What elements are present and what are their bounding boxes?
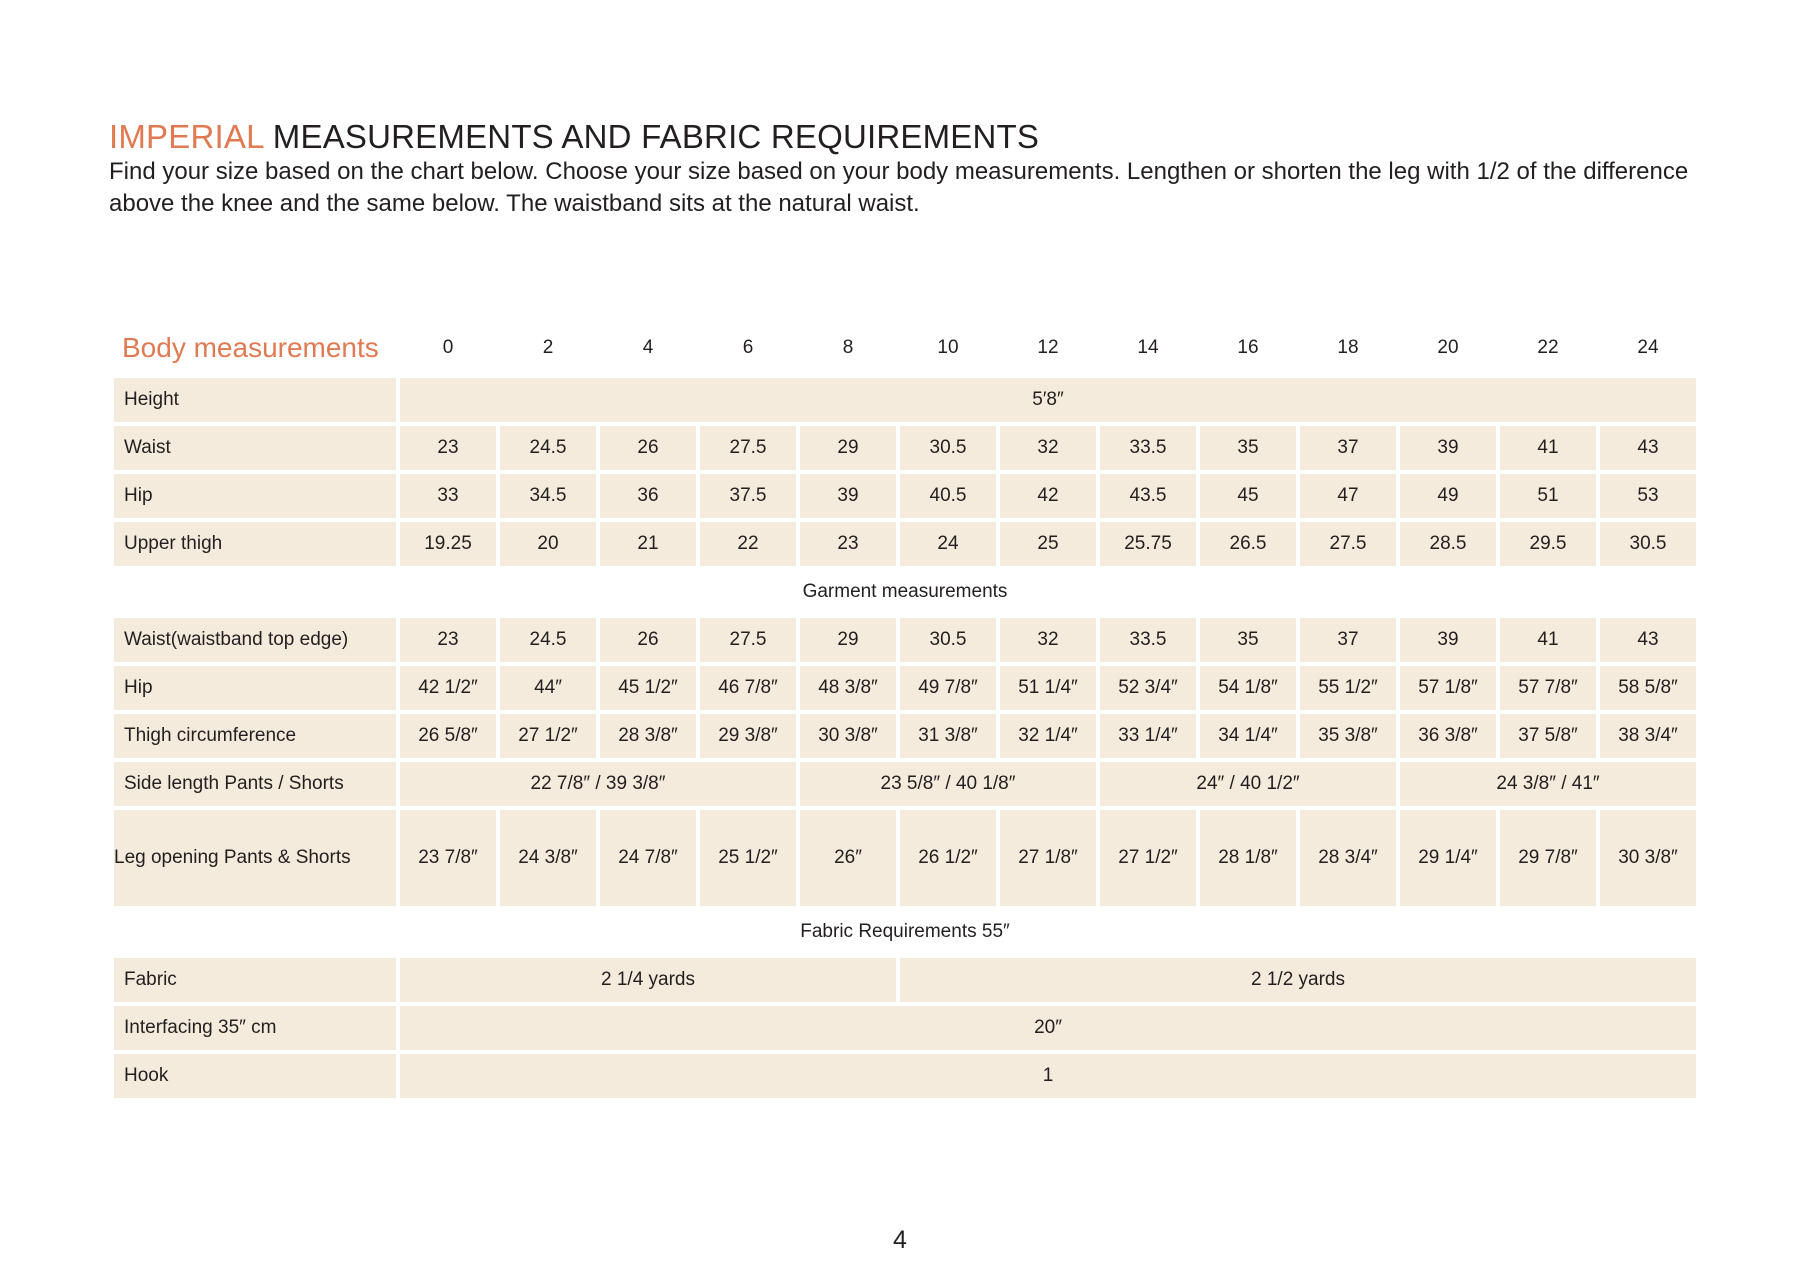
table-cell: 46 7/8″ bbox=[700, 666, 796, 710]
size-header: 8 bbox=[842, 337, 854, 358]
table-cell: 49 bbox=[1400, 474, 1496, 518]
size-header: 14 bbox=[1137, 337, 1159, 358]
table-cell: 55 1/2″ bbox=[1300, 666, 1396, 710]
size-header: 12 bbox=[1037, 337, 1059, 358]
garment-section-row bbox=[114, 570, 1696, 614]
side-length-row bbox=[114, 762, 1696, 806]
row-label: Fabric bbox=[114, 958, 396, 1002]
table-cell: 26″ bbox=[800, 810, 896, 906]
table-cell: 42 1/2″ bbox=[400, 666, 496, 710]
intro-text: Find your size based on the chart below. Choose your size based on your body measurements. Lengthen or shorten the leg with 1/2 of the difference above the knee and the same below. The waistband sits at the natural waist. bbox=[109, 158, 1689, 217]
page-title bbox=[109, 118, 1039, 156]
table-cell: 29 3/8″ bbox=[700, 714, 796, 758]
table-cell: 51 bbox=[1500, 474, 1596, 518]
table-cell: 26 bbox=[600, 426, 696, 470]
section-heading: Garment measurements bbox=[802, 581, 1008, 602]
table-cell: 22 7/8″ / 39 3/8″ bbox=[400, 762, 796, 806]
table-cell: 33 1/4″ bbox=[1100, 714, 1196, 758]
garment-waist-row bbox=[114, 618, 1696, 662]
table-cell: 52 3/4″ bbox=[1100, 666, 1196, 710]
table-cell: 51 1/4″ bbox=[1000, 666, 1096, 710]
height-row bbox=[114, 378, 1696, 422]
fabric-row bbox=[114, 958, 1696, 1002]
table-cell: 30.5 bbox=[900, 426, 996, 470]
table-cell: 43 bbox=[1600, 426, 1696, 470]
table-cell: 25 1/2″ bbox=[700, 810, 796, 906]
waist-row bbox=[114, 426, 1696, 470]
size-header-row bbox=[114, 322, 1696, 374]
table-cell: 26.5 bbox=[1200, 522, 1296, 566]
table-cell: 24.5 bbox=[500, 426, 596, 470]
row-label: Hip bbox=[114, 666, 396, 710]
row-label: Interfacing 35″ cm bbox=[114, 1006, 396, 1050]
table-cell: 45 bbox=[1200, 474, 1296, 518]
table-cell: 39 bbox=[1400, 426, 1496, 470]
table-cell: 30 3/8″ bbox=[1600, 810, 1696, 906]
table-cell: 32 bbox=[1000, 426, 1096, 470]
size-header: 20 bbox=[1437, 337, 1459, 358]
table-cell: 35 bbox=[1200, 426, 1296, 470]
row-label: Side length Pants / Shorts bbox=[114, 762, 396, 806]
size-header: 24 bbox=[1637, 337, 1659, 358]
size-header: 10 bbox=[937, 337, 959, 358]
table-cell: 23 bbox=[400, 618, 496, 662]
table-cell: 24.5 bbox=[500, 618, 596, 662]
table-cell: 29 7/8″ bbox=[1500, 810, 1596, 906]
row-label: Upper thigh bbox=[114, 522, 396, 566]
size-header: 4 bbox=[642, 337, 654, 358]
table-cell: 40.5 bbox=[900, 474, 996, 518]
table-cell: 27 1/8″ bbox=[1000, 810, 1096, 906]
table-cell: 24 7/8″ bbox=[600, 810, 696, 906]
table-cell: 31 3/8″ bbox=[900, 714, 996, 758]
table-cell: 26 bbox=[600, 618, 696, 662]
table-cell: 34 1/4″ bbox=[1200, 714, 1296, 758]
table-cell: 24 3/8″ / 41″ bbox=[1400, 762, 1696, 806]
thigh-circumference-row bbox=[114, 714, 1696, 758]
table-cell: 33.5 bbox=[1100, 426, 1196, 470]
table-cell: 30.5 bbox=[900, 618, 996, 662]
page-number: 4 bbox=[893, 1226, 907, 1254]
size-header: 16 bbox=[1237, 337, 1259, 358]
table-cell: 47 bbox=[1300, 474, 1396, 518]
table-cell: 27 1/2″ bbox=[500, 714, 596, 758]
table-cell: 26 5/8″ bbox=[400, 714, 496, 758]
table-cell: 19.25 bbox=[400, 522, 496, 566]
table-cell: 27.5 bbox=[1300, 522, 1396, 566]
table-cell: 20″ bbox=[400, 1006, 1696, 1050]
table-cell: 33 bbox=[400, 474, 496, 518]
table-cell: 33.5 bbox=[1100, 618, 1196, 662]
table-cell: 32 bbox=[1000, 618, 1096, 662]
table-cell: 30.5 bbox=[1600, 522, 1696, 566]
table-cell: 30 3/8″ bbox=[800, 714, 896, 758]
table-cell: 42 bbox=[1000, 474, 1096, 518]
table-cell: 34.5 bbox=[500, 474, 596, 518]
row-label: Hip bbox=[114, 474, 396, 518]
table-cell: 23 bbox=[400, 426, 496, 470]
table-cell: 57 7/8″ bbox=[1500, 666, 1596, 710]
table-cell: 37 5/8″ bbox=[1500, 714, 1596, 758]
size-header: 18 bbox=[1337, 337, 1359, 358]
table-cell: 24″ / 40 1/2″ bbox=[1100, 762, 1396, 806]
table-cell: 57 1/8″ bbox=[1400, 666, 1496, 710]
table-cell: 49 7/8″ bbox=[900, 666, 996, 710]
table-cell: 36 bbox=[600, 474, 696, 518]
table-cell: 29.5 bbox=[1500, 522, 1596, 566]
table-cell: 24 bbox=[900, 522, 996, 566]
section-heading: Fabric Requirements 55″ bbox=[800, 921, 1010, 942]
table-cell: 37 bbox=[1300, 426, 1396, 470]
size-header: 2 bbox=[542, 337, 554, 358]
size-header: 6 bbox=[742, 337, 754, 358]
table-cell: 35 3/8″ bbox=[1300, 714, 1396, 758]
table-cell: 5′8″ bbox=[400, 378, 1696, 422]
table-cell: 22 bbox=[700, 522, 796, 566]
table-cell: 27.5 bbox=[700, 426, 796, 470]
table-cell: 23 bbox=[800, 522, 896, 566]
table-cell: 54 1/8″ bbox=[1200, 666, 1296, 710]
fabric-section-row bbox=[114, 910, 1696, 954]
table-cell: 28 1/8″ bbox=[1200, 810, 1296, 906]
table-cell: 58 5/8″ bbox=[1600, 666, 1696, 710]
table-cell: 29 1/4″ bbox=[1400, 810, 1496, 906]
row-label: Leg opening Pants & Shorts bbox=[114, 810, 396, 906]
table-cell: 39 bbox=[800, 474, 896, 518]
table-cell: 35 bbox=[1200, 618, 1296, 662]
table-cell: 21 bbox=[600, 522, 696, 566]
table-cell: 29 bbox=[800, 618, 896, 662]
table-cell: 2 1/2 yards bbox=[900, 958, 1696, 1002]
table-cell: 37.5 bbox=[700, 474, 796, 518]
leg-opening-row bbox=[114, 810, 1696, 906]
row-label: Height bbox=[114, 378, 396, 422]
table-cell: 43 bbox=[1600, 618, 1696, 662]
table-cell: 38 3/4″ bbox=[1600, 714, 1696, 758]
table-cell: 29 bbox=[800, 426, 896, 470]
interfacing-row bbox=[114, 1006, 1696, 1050]
table-cell: 23 7/8″ bbox=[400, 810, 496, 906]
table-cell: 28 3/8″ bbox=[600, 714, 696, 758]
table-cell: 43.5 bbox=[1100, 474, 1196, 518]
table-cell: 39 bbox=[1400, 618, 1496, 662]
table-cell: 32 1/4″ bbox=[1000, 714, 1096, 758]
size-chart-table bbox=[110, 318, 1700, 1102]
hip-row bbox=[114, 474, 1696, 518]
row-label: Hook bbox=[114, 1054, 396, 1098]
row-label: Waist bbox=[114, 426, 396, 470]
row-label: Waist(waistband top edge) bbox=[114, 618, 396, 662]
table-cell: 45 1/2″ bbox=[600, 666, 696, 710]
title-rest: MEASUREMENTS AND FABRIC REQUIREMENTS bbox=[263, 118, 1040, 155]
size-header: 0 bbox=[442, 337, 454, 358]
hook-row bbox=[114, 1054, 1696, 1098]
table-cell: 53 bbox=[1600, 474, 1696, 518]
garment-hip-row bbox=[114, 666, 1696, 710]
table-cell: 44″ bbox=[500, 666, 596, 710]
table-cell: 2 1/4 yards bbox=[400, 958, 896, 1002]
body-measurements-heading: Body measurements bbox=[122, 332, 379, 363]
row-label: Thigh circumference bbox=[114, 714, 396, 758]
table-cell: 41 bbox=[1500, 618, 1596, 662]
table-cell: 25.75 bbox=[1100, 522, 1196, 566]
table-cell: 24 3/8″ bbox=[500, 810, 596, 906]
table-cell: 41 bbox=[1500, 426, 1596, 470]
table-cell: 37 bbox=[1300, 618, 1396, 662]
table-cell: 27 1/2″ bbox=[1100, 810, 1196, 906]
upper-thigh-row bbox=[114, 522, 1696, 566]
table-cell: 28.5 bbox=[1400, 522, 1496, 566]
table-cell: 26 1/2″ bbox=[900, 810, 996, 906]
table-cell: 25 bbox=[1000, 522, 1096, 566]
table-cell: 27.5 bbox=[700, 618, 796, 662]
title-accent: IMPERIAL bbox=[109, 118, 264, 155]
table-cell: 23 5/8″ / 40 1/8″ bbox=[800, 762, 1096, 806]
table-cell: 20 bbox=[500, 522, 596, 566]
table-cell: 48 3/8″ bbox=[800, 666, 896, 710]
table-cell: 36 3/8″ bbox=[1400, 714, 1496, 758]
table-cell: 1 bbox=[400, 1054, 1696, 1098]
table-cell: 28 3/4″ bbox=[1300, 810, 1396, 906]
size-header: 22 bbox=[1537, 337, 1559, 358]
